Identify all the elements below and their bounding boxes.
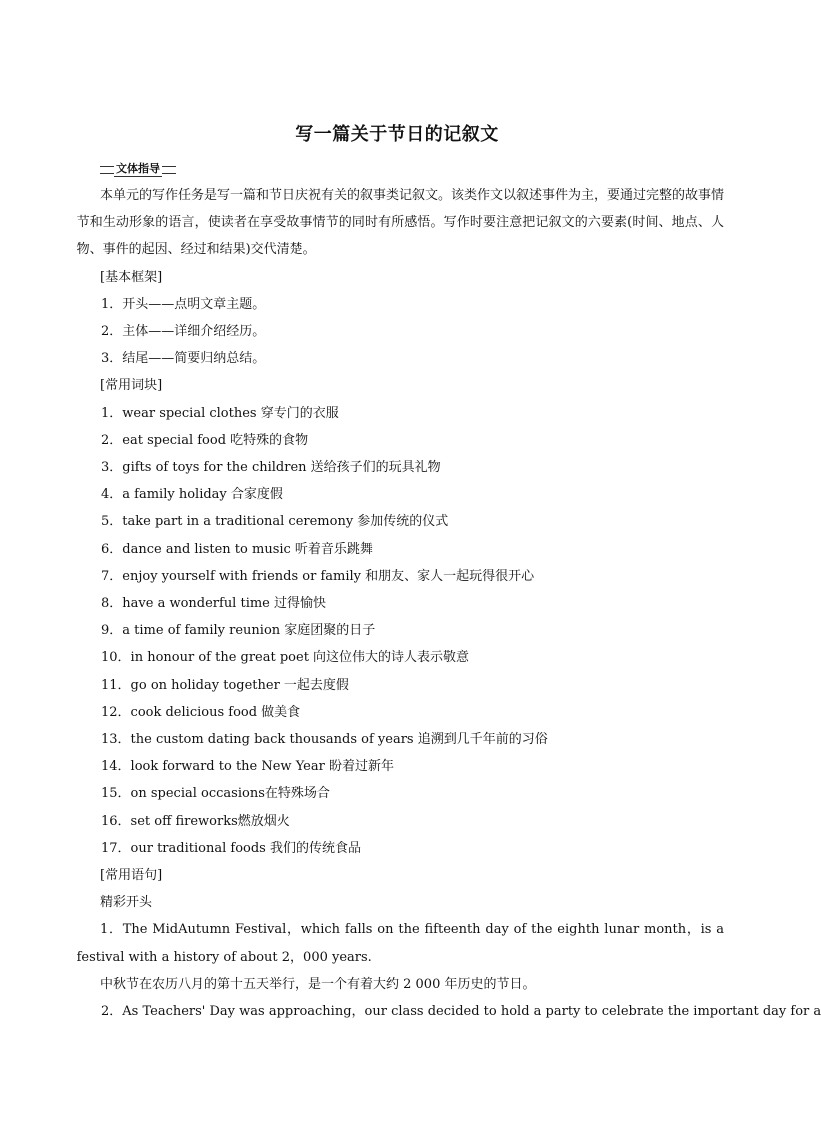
intro-paragraph: 本单元的写作任务是写一篇和节日庆祝有关的叙事类记叙文。该类作文以叙述事件为主，要通过完整的故事情节和生动形象的语言，使读者在享受故事情节的同时有所感悟。写作时要注意把记叙文的六要素(时间、地点、人物、事件的起因、经过和结果)交代清楚。 [76, 188, 725, 258]
sentence-1-english: 1．The MidAutumn Festival，which falls on the fifteenth day of the eighth lunar month，is a festival with a history of about 2，000 years. [76, 922, 724, 965]
sentences-subheading: 精彩开头 [100, 895, 153, 911]
framework-heading: [基本框架] [100, 269, 163, 285]
phrase-item: 15．on special occasions在特殊场合 [101, 786, 330, 802]
phrase-item: 10．in honour of the great poet 向这位伟大的诗人表示敬意 [101, 650, 470, 666]
phrase-item: 6．dance and listen to music 听着音乐跳舞 [101, 541, 373, 557]
framework-item: 2．主体——详细介绍经历。 [101, 324, 266, 340]
framework-item: 3．结尾——简要归纳总结。 [101, 351, 266, 367]
phrases-heading: [常用词块] [100, 378, 163, 394]
tag-right-decoration [162, 166, 176, 174]
phrase-item: 9．a time of family reunion 家庭团聚的日子 [101, 623, 376, 639]
phrase-item: 16．set off fireworks燃放烟火 [101, 813, 290, 829]
framework-list [100, 291, 724, 373]
phrase-item: 13．the custom dating back thousands of years 追溯到几千年前的习俗 [101, 732, 548, 748]
phrase-item: 7．enjoy yourself with friends or family 和朋友、家人一起玩得很开心 [101, 568, 535, 584]
phrase-item: 12．cook delicious food 做美食 [101, 704, 301, 720]
phrase-item: 4．a family holiday 合家度假 [101, 487, 283, 503]
phrase-item: 17．our traditional foods 我们的传统食品 [101, 840, 361, 856]
sentence-2-english: 2．As Teachers' Day was approaching，our class decided to hold a party to celebrate the important day for a [101, 1004, 821, 1020]
phrases-list [100, 400, 724, 862]
phrase-item: 8．have a wonderful time 过得愉快 [101, 596, 327, 612]
sentences-heading: [常用语句] [100, 868, 163, 884]
phrase-item: 14．look forward to the New Year 盼着过新年 [101, 759, 394, 775]
tag-left-decoration [100, 166, 114, 174]
sentence-1-chinese: 中秋节在农历八月的第十五天举行，是一个有着大约 2 000 年历史的节日。 [100, 976, 536, 992]
section-tag-label: 文体指导 [116, 161, 160, 175]
phrase-item: 3．gifts of toys for the children 送给孩子们的玩具礼物 [101, 460, 441, 476]
phrase-item: 1．wear special clothes 穿专门的衣服 [101, 405, 339, 421]
framework-item: 1．开头——点明文章主题。 [101, 296, 266, 312]
document-body [76, 182, 821, 1025]
phrase-item: 2．eat special food 吃特殊的食物 [101, 432, 309, 448]
section-tag [100, 160, 176, 176]
phrase-item: 11．go on holiday together 一起去度假 [101, 677, 349, 693]
page-title: 写一篇关于节日的记叙文 [295, 124, 499, 145]
phrase-item: 5．take part in a traditional ceremony 参加传统的仪式 [101, 514, 449, 530]
